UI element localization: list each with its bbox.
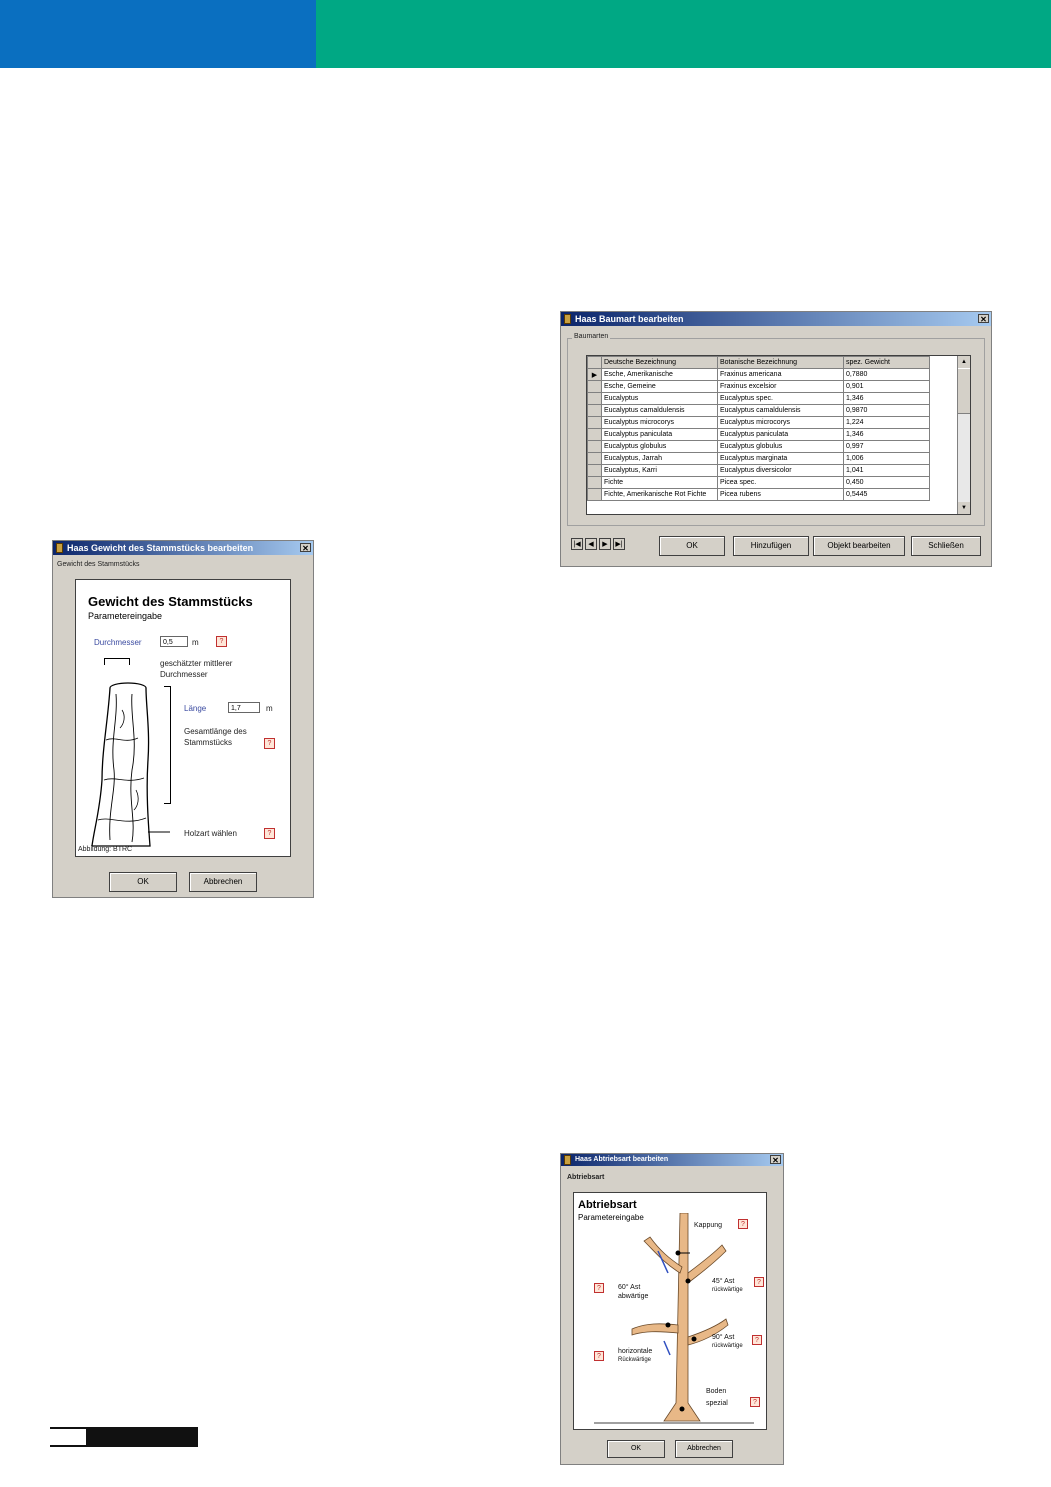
boden-label: Boden [706,1388,727,1395]
durchmesser-unit: m [192,638,199,647]
close-icon[interactable]: ✕ [978,314,989,323]
table-header-row [588,357,930,369]
column-header[interactable]: Deutsche Bezeichnung [602,357,718,369]
add-button[interactable]: Hinzufügen [733,536,809,556]
diameter-bracket [104,658,130,665]
row-selector[interactable] [588,405,602,417]
table-row[interactable] [588,405,930,417]
boden-help-button[interactable]: ? [750,1397,760,1407]
table-cell[interactable]: Eucalyptus microcorys [602,417,718,429]
nav-last-button[interactable]: ▶| [613,538,625,550]
laenge-label: Länge [184,704,207,713]
edit-object-button[interactable]: Objekt bearbeiten [813,536,905,556]
horizontal-help-button[interactable]: ? [594,1351,604,1361]
ast-90-label: 90° Ast [712,1334,735,1341]
figure-caption: Abbildung: BTRC [78,846,133,853]
table-cell[interactable]: Eucalyptus, Karri [602,465,718,477]
table-cell[interactable]: Eucalyptus globulus [718,441,844,453]
table-cell[interactable]: Eucalyptus camaldulensis [718,405,844,417]
table-cell[interactable]: 1,346 [844,393,930,405]
stamm-titlebar[interactable] [53,541,313,555]
table-row[interactable] [588,429,930,441]
row-selector[interactable] [588,429,602,441]
table-cell[interactable]: Eucalyptus marginata [718,453,844,465]
nav-next-button[interactable]: ▶ [599,538,611,550]
durchmesser-label: Durchmesser [94,638,142,647]
table-cell[interactable]: Eucalyptus microcorys [718,417,844,429]
current-row-indicator-icon[interactable]: ▶ [588,369,602,381]
table-row[interactable] [588,369,930,381]
app-icon [56,543,63,553]
mittlerer-durchmesser-text: geschätzter mittlerer Durchmesser [160,659,233,679]
nav-prev-button[interactable]: ◀ [585,538,597,550]
table-cell[interactable]: Eucalyptus paniculata [718,429,844,441]
row-selector[interactable] [588,453,602,465]
table-row[interactable] [588,453,930,465]
table-cell[interactable]: 0,9870 [844,405,930,417]
app-icon [564,314,571,324]
baumart-group-frame [567,333,985,526]
table-cell[interactable]: 0,901 [844,381,930,393]
table-cell[interactable]: Eucalyptus [602,393,718,405]
stamm-subheading: Parametereingabe [88,611,163,621]
baumart-titlebar[interactable] [561,312,991,326]
table-cell[interactable]: Eucalyptus globulus [602,441,718,453]
baumart-window [560,311,992,567]
durchmesser-help-button[interactable]: ? [216,636,227,647]
row-selector[interactable] [588,477,602,489]
ast-60-help-button[interactable]: ? [594,1283,604,1293]
table-cell[interactable]: Fichte, Amerikanische Rot Fichte [602,489,718,501]
abtrieb-title: Haas Abtriebsart bearbeiten [575,1156,669,1163]
row-selector[interactable] [588,465,602,477]
column-header[interactable]: spez. Gewicht [844,357,930,369]
stamm-cancel-button[interactable]: Abbrechen [189,872,257,892]
abtrieb-group-label: Abtriebsart [567,1174,605,1181]
abtrieb-titlebar[interactable] [561,1154,783,1166]
table-row[interactable] [588,441,930,453]
stamm-heading: Gewicht des Stammstücks [88,594,253,609]
abtrieb-heading: Abtriebsart [578,1199,637,1211]
stamm-parameter-panel [75,579,291,857]
stamm-window [52,540,314,898]
ast-60-label: 60° Ast [618,1284,641,1291]
abtrieb-cancel-button[interactable]: Abbrechen [675,1440,733,1458]
row-selector[interactable] [588,417,602,429]
table-cell[interactable]: 0,7880 [844,369,930,381]
row-selector[interactable] [588,441,602,453]
ast-90-help-button[interactable]: ? [752,1335,762,1345]
column-header[interactable]: Botanische Bezeichnung [718,357,844,369]
header-band-blue [0,0,316,68]
log-trunk-illustration [80,680,170,856]
table-cell[interactable]: Eucalyptus diversicolor [718,465,844,477]
row-selector[interactable] [588,393,602,405]
table-cell[interactable]: Esche, Amerikanische [602,369,718,381]
table-cell[interactable]: 1,224 [844,417,930,429]
table-row[interactable] [588,393,930,405]
ast-45-help-button[interactable]: ? [754,1277,764,1287]
laenge-input[interactable]: 1,7 [228,702,260,713]
abtrieb-subheading: Parametereingabe [578,1213,644,1222]
holzart-text: Holzart wählen [184,829,237,838]
table-cell[interactable]: Eucalyptus, Jarrah [602,453,718,465]
table-vertical-scrollbar[interactable] [957,356,970,514]
scroll-up-arrow-icon[interactable]: ▲ [958,356,970,368]
horizontal-sublabel: Rückwärtige [618,1357,652,1363]
baumart-title: Haas Baumart bearbeiten [575,314,684,324]
ast-90-sublabel: rückwärtige [712,1343,743,1349]
stamm-group-label: Gewicht des Stammstücks [57,561,140,568]
horizontal-label: horizontale [618,1348,653,1355]
table-row[interactable] [588,465,930,477]
table-cell[interactable]: Eucalyptus spec. [718,393,844,405]
stamm-title: Haas Gewicht des Stammstücks bearbeiten [67,543,254,553]
abtrieb-window [560,1153,784,1465]
abtrieb-ok-button[interactable]: OK [607,1440,665,1458]
table-cell[interactable]: 0,450 [844,477,930,489]
holzart-help-button[interactable]: ? [264,828,275,839]
stamm-ok-button[interactable]: OK [109,872,177,892]
table-cell[interactable]: Eucalyptus paniculata [602,429,718,441]
table-cell[interactable]: 1,006 [844,453,930,465]
gesamtlaenge-text: Gesamtlänge des Stammstücks [184,727,247,747]
scroll-down-arrow-icon[interactable]: ▼ [958,502,970,514]
ast-45-label: 45° Ast [712,1278,735,1285]
row-selector[interactable] [588,381,602,393]
table-row[interactable] [588,417,930,429]
ast-45-sublabel: rückwärtige [712,1287,743,1293]
kappung-label: Kappung [694,1222,723,1229]
baumart-group-label: Baumarten [574,333,609,340]
table-row[interactable] [588,381,930,393]
scroll-thumb[interactable] [958,368,970,414]
table-cell[interactable]: Fraxinus americana [718,369,844,381]
gesamtlaenge-help-button[interactable]: ? [264,738,275,749]
ast-60-sublabel: abwärtige [618,1293,649,1300]
row-selector-header [588,357,602,369]
close-icon[interactable]: ✕ [770,1155,781,1164]
table-cell[interactable]: 0,997 [844,441,930,453]
laenge-unit: m [266,704,273,713]
page-number-box [50,1429,86,1445]
baumart-table[interactable] [586,355,971,515]
durchmesser-input[interactable]: 0,5 [160,636,188,647]
table-cell[interactable]: Esche, Gemeine [602,381,718,393]
app-icon [564,1155,571,1165]
table-cell[interactable]: Fraxinus excelsior [718,381,844,393]
nav-first-button[interactable]: |◀ [571,538,583,550]
table-cell[interactable]: 1,041 [844,465,930,477]
table-cell[interactable]: Eucalyptus camaldulensis [602,405,718,417]
close-button[interactable]: Schließen [911,536,981,556]
table-cell[interactable]: Picea rubens [718,489,844,501]
abtrieb-parameter-panel [573,1192,767,1430]
row-selector[interactable] [588,489,602,501]
table-cell[interactable]: Fichte [602,477,718,489]
header-band-green [316,0,1051,68]
baumart-ok-button[interactable]: OK [659,536,725,556]
table-cell[interactable]: Picea spec. [718,477,844,489]
table-row[interactable] [588,489,930,501]
table-row[interactable] [588,477,930,489]
tree-illustration [594,1213,754,1430]
kappung-help-button[interactable]: ? [738,1219,748,1229]
boden-sublabel: spezial [706,1400,728,1407]
close-icon[interactable]: ✕ [300,543,311,552]
table-cell[interactable]: 1,346 [844,429,930,441]
table-cell[interactable]: 0,5445 [844,489,930,501]
